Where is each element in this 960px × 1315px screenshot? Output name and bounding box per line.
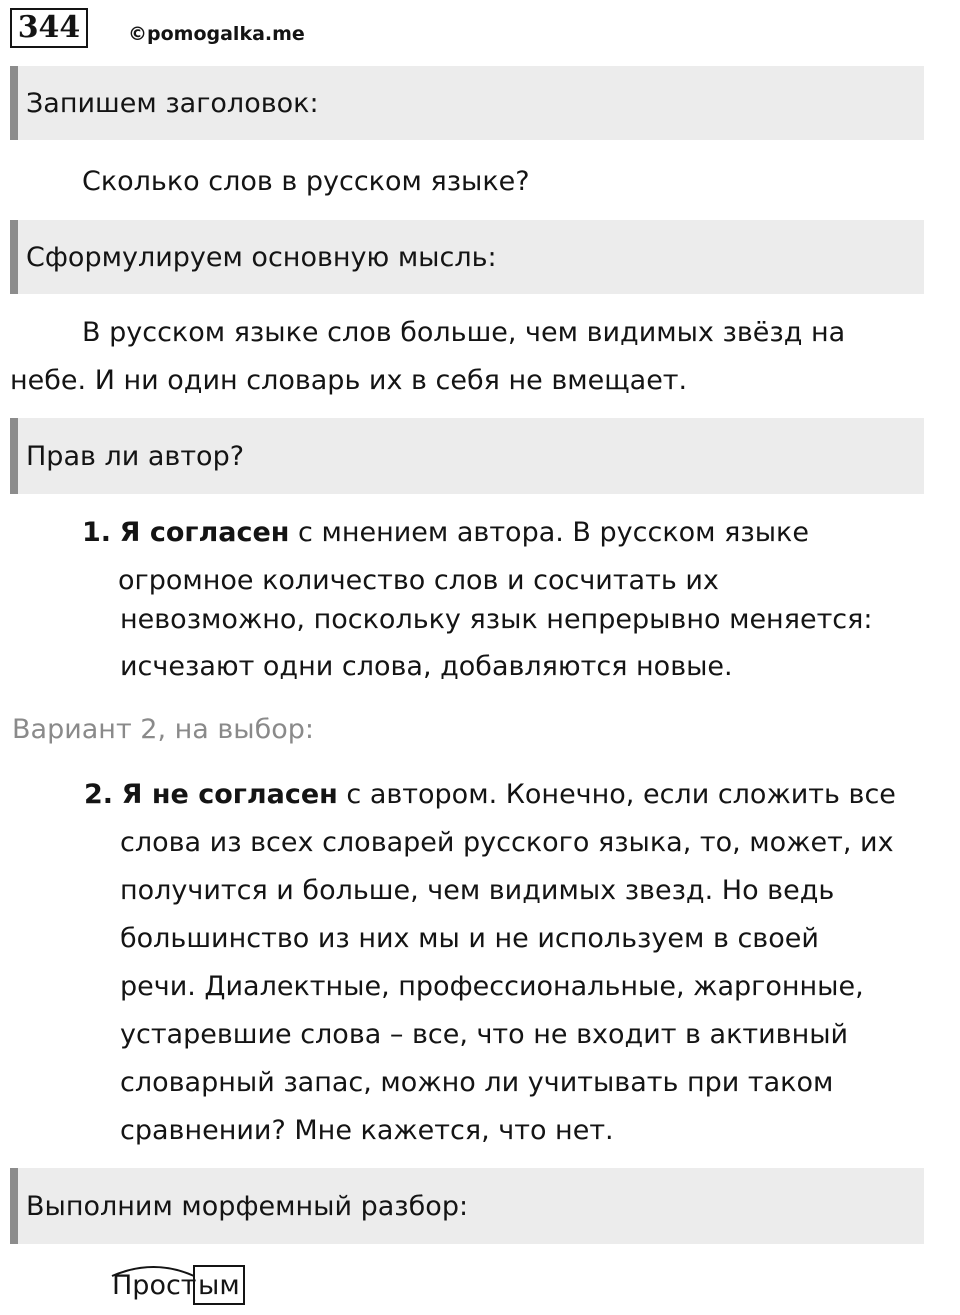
morph-ending: ым <box>198 1270 240 1301</box>
idea-heading-text: Сформулируем основную мысль: <box>26 241 497 273</box>
title-text: Сколько слов в русском языке? <box>82 166 530 197</box>
answer1-number: 1. <box>82 517 112 548</box>
answer2-line-6: устаревшие слова – все, что не входит в активный <box>120 1019 849 1050</box>
author-heading-text: Прав ли автор? <box>26 440 245 472</box>
answer2-line-3: получится и больше, чем видимых звезд. Но ведь <box>120 875 835 906</box>
answer2-line-2: слова из всех словарей русского языка, то, может, их <box>120 827 894 858</box>
idea-line-1: В русском языке слов больше, чем видимых звёзд на <box>82 317 846 348</box>
answer2-line1-rest: с автором. Конечно, если сложить все <box>337 779 896 810</box>
answer2-line-7: словарный запас, можно ли учитывать при таком <box>120 1067 834 1098</box>
answer2-bold: Я не согласен <box>121 779 338 810</box>
section-author-heading <box>10 418 924 494</box>
answer1-line1-rest: с мнением автора. В русском языке <box>289 517 809 548</box>
task-number: 344 <box>10 8 88 48</box>
idea-line-2: небе. И ни один словарь их в себя не вмещает. <box>10 365 688 396</box>
title-heading-text: Запишем заголовок: <box>26 87 319 119</box>
answer2-number: 2. <box>84 779 114 810</box>
answer1-line-2: огромное количество слов и сосчитать их <box>118 565 719 596</box>
answer2-line-8: сравнении? Мне кажется, что нет. <box>120 1115 614 1146</box>
answer2-line-5: речи. Диалектные, профессиональные, жаргонные, <box>120 971 864 1002</box>
answer2-line-1 <box>84 771 896 819</box>
section-morph-heading <box>10 1168 924 1244</box>
section-title-heading <box>10 66 924 140</box>
answer1-bold: Я согласен <box>119 517 290 548</box>
answer2-line-4: большинство из них мы и не используем в своей <box>120 923 819 954</box>
answer1-line-4: исчезают одни слова, добавляются новые. <box>120 651 733 682</box>
section-idea-heading <box>10 220 924 294</box>
morph-heading-text: Выполним морфемный разбор: <box>26 1190 469 1222</box>
copyright-label: ©pomogalka.me <box>128 23 305 45</box>
morpheme-breakdown <box>108 1254 268 1310</box>
variant-label: Вариант 2, на выбор: <box>12 714 315 745</box>
answer1-line-3: невозможно, поскольку язык непрерывно меняется: <box>120 604 873 635</box>
morph-root: Прост <box>112 1270 197 1301</box>
answer1-line-1 <box>82 509 809 557</box>
